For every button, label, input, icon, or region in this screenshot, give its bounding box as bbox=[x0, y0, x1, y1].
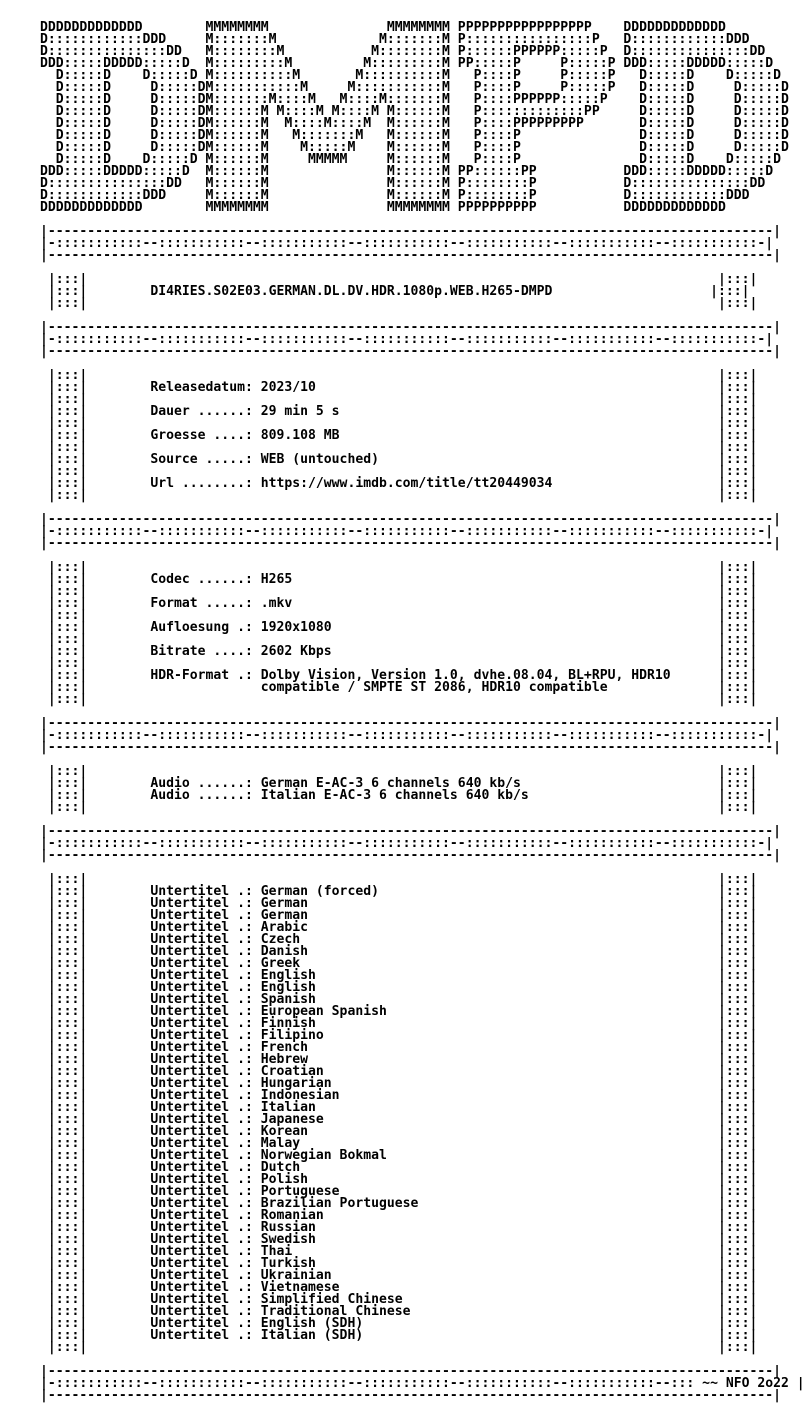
nfo-line: |:::| Audio ......: German E-AC-3 6 channels 640 kb/s |:::| bbox=[40, 776, 758, 791]
nfo-line: |:::| Bitrate ....: 2602 Kbps |:::| bbox=[40, 644, 758, 659]
nfo-line: |:::| Untertitel .: English |:::| bbox=[40, 980, 758, 995]
nfo-line: |:::| |:::| bbox=[40, 416, 758, 431]
nfo-line: |-:::::::::::--:::::::::::--:::::::::::--:::::::::::--:::::::::::--:::::::::::--:::::::::::-| bbox=[40, 236, 774, 251]
nfo-line: |:::| Untertitel .: Indonesian |:::| bbox=[40, 1088, 758, 1103]
nfo-line: D:::::D D:::::DM::::::M M::::M M::::M M::::::M P:::::::::::::PP D:::::D D:::::D bbox=[40, 104, 789, 119]
nfo-line: |:::| |:::| bbox=[40, 764, 758, 779]
nfo-line: |-:::::::::::--:::::::::::--:::::::::::--:::::::::::--:::::::::::--:::::::::::--:::::::::::-| bbox=[40, 836, 774, 851]
nfo-line: DDD:::::DDDDD:::::D M:::::::::M M:::::::::M PP:::::P P:::::P DDD:::::DDDDD:::::D bbox=[40, 56, 774, 71]
nfo-line: |:::| Untertitel .: Croatian |:::| bbox=[40, 1064, 758, 1079]
nfo-line: |--------------------------------------------------------------------------------------------| bbox=[40, 716, 782, 731]
nfo-line: |:::| Untertitel .: Romanian |:::| bbox=[40, 1208, 758, 1223]
nfo-line: D:::::D D:::::D M::::::::::M M::::::::::M P::::P P:::::P D:::::D D:::::D bbox=[40, 68, 782, 83]
nfo-line: |:::| Format .....: .mkv |:::| bbox=[40, 596, 758, 611]
nfo-line: D:::::::::::::::DD M::::::M M::::::M P::::::::P D:::::::::::::::DD bbox=[40, 176, 766, 191]
nfo-line: |:::| Audio ......: Italian E-AC-3 6 channels 640 kb/s |:::| bbox=[40, 788, 758, 803]
nfo-line: |:::| Untertitel .: Polish |:::| bbox=[40, 1172, 758, 1187]
nfo-line: |--------------------------------------------------------------------------------------------| bbox=[40, 1364, 782, 1379]
nfo-line: |:::| Untertitel .: Finnish |:::| bbox=[40, 1016, 758, 1031]
nfo-line: |--------------------------------------------------------------------------------------------| bbox=[40, 224, 782, 239]
nfo-line: |:::| Untertitel .: Simplified Chinese |:::| bbox=[40, 1292, 758, 1307]
nfo-line: |:::| Url ........: https://www.imdb.com/title/tt20449034 |:::| bbox=[40, 476, 758, 491]
nfo-line: |:::| Codec ......: H265 |:::| bbox=[40, 572, 758, 587]
nfo-line: |:::| Untertitel .: Russian |:::| bbox=[40, 1220, 758, 1235]
nfo-line: |:::| |:::| bbox=[40, 632, 758, 647]
nfo-document bbox=[40, 22, 805, 1402]
nfo-line: |:::| Untertitel .: Traditional Chinese |:::| bbox=[40, 1304, 758, 1319]
nfo-line: |:::| |:::| bbox=[40, 656, 758, 671]
nfo-line: |:::| |:::| bbox=[40, 584, 758, 599]
nfo-line: |:::| HDR-Format .: Dolby Vision, Version 1.0, dvhe.08.04, BL+RPU, HDR10 |:::| bbox=[40, 668, 758, 683]
nfo-line: |:::| Untertitel .: Filipino |:::| bbox=[40, 1028, 758, 1043]
nfo-line: |:::| Untertitel .: German |:::| bbox=[40, 896, 758, 911]
nfo-line: |:::| |:::| bbox=[40, 800, 758, 815]
nfo-line: |--------------------------------------------------------------------------------------------| bbox=[40, 536, 782, 551]
nfo-line: |:::| Untertitel .: Italian |:::| bbox=[40, 1100, 758, 1115]
nfo-line: |:::| Untertitel .: Portuguese |:::| bbox=[40, 1184, 758, 1199]
nfo-line: |:::| Dauer ......: 29 min 5 s |:::| bbox=[40, 404, 758, 419]
nfo-line: |:::| Untertitel .: Greek |:::| bbox=[40, 956, 758, 971]
nfo-line: |--------------------------------------------------------------------------------------------| bbox=[40, 512, 782, 527]
nfo-line: |-:::::::::::--:::::::::::--:::::::::::--:::::::::::--:::::::::::--:::::::::::--:::::::::::-| bbox=[40, 728, 774, 743]
nfo-line: D:::::::::::::::DD M::::::::M M::::::::M P::::::PPPPPP:::::P D:::::::::::::::DD bbox=[40, 44, 766, 59]
nfo-line: D::::::::::::DDD M::::::M M::::::M P::::::::P D::::::::::::DDD bbox=[40, 188, 750, 203]
nfo-line: |:::| Untertitel .: Czech |:::| bbox=[40, 932, 758, 947]
nfo-line: |:::| Groesse ....: 809.108 MB |:::| bbox=[40, 428, 758, 443]
nfo-line: |:::| Untertitel .: European Spanish |:::| bbox=[40, 1004, 758, 1019]
nfo-line: |--------------------------------------------------------------------------------------------| bbox=[40, 1388, 782, 1403]
nfo-line: DDDDDDDDDDDDD MMMMMMMM MMMMMMMM PPPPPPPPPPPPPPPPP DDDDDDDDDDDDD bbox=[40, 20, 726, 35]
nfo-line: |--------------------------------------------------------------------------------------------| bbox=[40, 848, 782, 863]
nfo-line: |:::| Untertitel .: German (forced) |:::| bbox=[40, 884, 758, 899]
nfo-line: |-:::::::::::--:::::::::::--:::::::::::--:::::::::::--:::::::::::--:::::::::::--:::::::::::-| bbox=[40, 524, 774, 539]
nfo-line: |:::| |:::| bbox=[40, 392, 758, 407]
nfo-line: |:::| Untertitel .: Brazilian Portuguese |:::| bbox=[40, 1196, 758, 1211]
nfo-line: |--------------------------------------------------------------------------------------------| bbox=[40, 248, 782, 263]
nfo-line: |-:::::::::::--:::::::::::--:::::::::::--:::::::::::--:::::::::::--:::::::::::--:::::::::::-| bbox=[40, 332, 774, 347]
nfo-line: |:::| |:::| bbox=[40, 1340, 758, 1355]
nfo-line: |:::| Untertitel .: Turkish |:::| bbox=[40, 1256, 758, 1271]
nfo-line: D:::::D D:::::DM:::::::::::M M:::::::::::M P::::P P:::::P D:::::D D:::::D bbox=[40, 80, 789, 95]
nfo-line: |:::| compatible / SMPTE ST 2086, HDR10 compatible |:::| bbox=[40, 680, 758, 695]
nfo-line: |:::| Untertitel .: English |:::| bbox=[40, 968, 758, 983]
nfo-line: |:::| Untertitel .: Norwegian Bokmal |:::| bbox=[40, 1148, 758, 1163]
nfo-line: |--------------------------------------------------------------------------------------------| bbox=[40, 740, 782, 755]
nfo-line: |:::| Untertitel .: Malay |:::| bbox=[40, 1136, 758, 1151]
nfo-line: |--------------------------------------------------------------------------------------------| bbox=[40, 320, 782, 335]
nfo-line: |:::| |:::| bbox=[40, 560, 758, 575]
nfo-line: |:::| |:::| bbox=[40, 440, 758, 455]
nfo-line: D:::::D D:::::DM::::::M M:::::M M::::::M P::::P D:::::D D:::::D bbox=[40, 140, 789, 155]
nfo-line: |:::| DI4RIES.S02E03.GERMAN.DL.DV.HDR.1080p.WEB.H265-DMPD |:::| bbox=[40, 284, 750, 299]
nfo-line: |:::| Untertitel .: Italian (SDH) |:::| bbox=[40, 1328, 758, 1343]
nfo-line: D:::::D D:::::DM::::::M M::::M::::M M::::::M P::::PPPPPPPPP D:::::D D:::::D bbox=[40, 116, 789, 131]
nfo-line: |:::| Untertitel .: Hebrew |:::| bbox=[40, 1052, 758, 1067]
nfo-line bbox=[40, 1354, 805, 1366]
nfo-line: |:::| Untertitel .: Vietnamese |:::| bbox=[40, 1280, 758, 1295]
nfo-line: |-:::::::::::--:::::::::::--:::::::::::--:::::::::::--:::::::::::--:::::::::::--::: ~~ NFO 2o22 | bbox=[40, 1376, 805, 1391]
nfo-line: |:::| Source .....: WEB (untouched) |:::| bbox=[40, 452, 758, 467]
nfo-line: |:::| Untertitel .: English (SDH) |:::| bbox=[40, 1316, 758, 1331]
nfo-line: |:::| Untertitel .: German |:::| bbox=[40, 908, 758, 923]
nfo-line: |:::| |:::| bbox=[40, 488, 758, 503]
nfo-line: |--------------------------------------------------------------------------------------------| bbox=[40, 824, 782, 839]
nfo-line: |--------------------------------------------------------------------------------------------| bbox=[40, 344, 782, 359]
nfo-line: |:::| Untertitel .: French |:::| bbox=[40, 1040, 758, 1055]
nfo-line: |:::| Untertitel .: Arabic |:::| bbox=[40, 920, 758, 935]
nfo-line: |:::| |:::| bbox=[40, 872, 758, 887]
nfo-line: |:::| Untertitel .: Swedish |:::| bbox=[40, 1232, 758, 1247]
nfo-line: D:::::D D:::::DM:::::::M::::M M::::M:::::::M P::::PPPPPP:::::P D:::::D D:::::D bbox=[40, 92, 789, 107]
nfo-line: DDDDDDDDDDDDD MMMMMMMM MMMMMMMM PPPPPPPPPP DDDDDDDDDDDDD bbox=[40, 200, 726, 215]
nfo-line: |:::| Untertitel .: Thai |:::| bbox=[40, 1244, 758, 1259]
nfo-line: |:::| Untertitel .: Spanish |:::| bbox=[40, 992, 758, 1007]
nfo-line: |:::| |:::| bbox=[40, 368, 758, 383]
nfo-line: D::::::::::::DDD M:::::::M M:::::::M P::::::::::::::::P D::::::::::::DDD bbox=[40, 32, 750, 47]
nfo-line: |:::| Aufloesung .: 1920x1080 |:::| bbox=[40, 620, 758, 635]
nfo-line: |:::| Untertitel .: Korean |:::| bbox=[40, 1124, 758, 1139]
nfo-line: |:::| Untertitel .: Hungarian |:::| bbox=[40, 1076, 758, 1091]
nfo-line: |:::| Untertitel .: Japanese |:::| bbox=[40, 1112, 758, 1127]
nfo-line: |:::| Untertitel .: Danish |:::| bbox=[40, 944, 758, 959]
nfo-line: |:::| |:::| bbox=[40, 692, 758, 707]
nfo-line: |:::| |:::| bbox=[40, 296, 758, 311]
nfo-line: |:::| |:::| bbox=[40, 464, 758, 479]
nfo-line: D:::::D D:::::DM::::::M M:::::::M M::::::M P::::P D:::::D D:::::D bbox=[40, 128, 789, 143]
nfo-line: D:::::D D:::::D M::::::M MMMMM M::::::M P::::P D:::::D D:::::D bbox=[40, 152, 782, 167]
nfo-line: |:::| |:::| bbox=[40, 272, 758, 287]
nfo-line: |:::| |:::| bbox=[40, 608, 758, 623]
nfo-line: |:::| Untertitel .: Dutch |:::| bbox=[40, 1160, 758, 1175]
nfo-line: DDD:::::DDDDD:::::D M::::::M M::::::M PP::::::PP DDD:::::DDDDD:::::D bbox=[40, 164, 774, 179]
nfo-line: |:::| Releasedatum: 2023/10 |:::| bbox=[40, 380, 758, 395]
nfo-line: |:::| Untertitel .: Ukrainian |:::| bbox=[40, 1268, 758, 1283]
